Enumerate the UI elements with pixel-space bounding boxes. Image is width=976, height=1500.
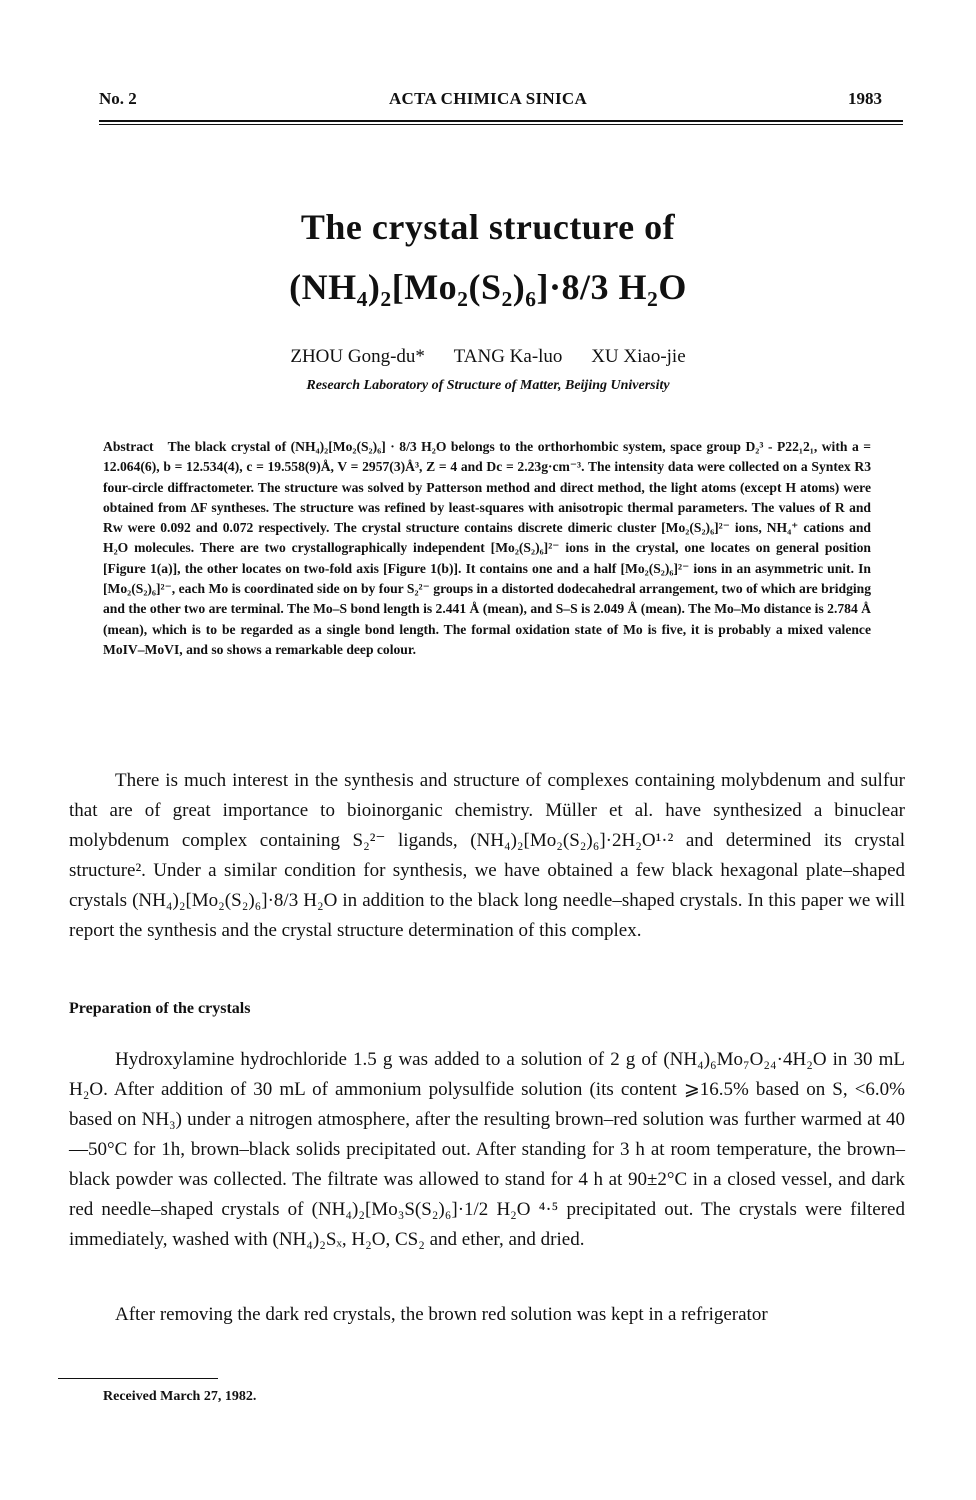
abstract-label: Abstract (103, 439, 154, 454)
abstract-text: The black crystal of (NH₄)₂[Mo₂(S₂)₆] · 8/3 H₂O belongs to the orthorhombic system, space group D₂³ - P22₁2₁, with a = 12.064(6), b = 12.534(4), c = 19.558(9)Å, V = 2957(3)Å³, Z = 4 and Dc = 2.23g·cm⁻³. The intensity data were collected on a Syntex R3 four-circle diffractometer. The structure was solved by Patterson method and direct method, the light atoms (except H atoms) were obtained from ΔF syntheses. The structure was refined by least-squares with anisotropic thermal parameters. The values of R and Rw were 0.092 and 0.072 respectively. The crystal structure contains discrete dimeric cluster [Mo₂(S₂)₆]²⁻ ions, NH₄⁺ cations and H₂O molecules. There are two crystallographically independent [Mo₂(S₂)₆]²⁻ ions in the crystal, one locates on general position [Figure 1(a)], the other locates on two-fold axis [Figure 1(b)]. It contains one and a half [Mo₂(S₂)₆]²⁻ ions in an asymmetric unit. In [Mo₂(S₂)₆]²⁻, each Mo is coordinated side on by four S₂²⁻ groups in a distorted dodecahedral arrangement, two of which are bridging and the other two are terminal. The Mo–S bond length is 2.441 Å (mean), and S–S is 2.049 Å (mean). The Mo–Mo distance is 2.784 Å (mean), which is to be regarded as a single bond length. The formal oxidation state of Mo is five, it is probably a mixed valence MoIV–MoVI, and so shows a remarkable deep colour. (103, 439, 871, 657)
header-rule-bottom (99, 124, 903, 125)
paper-title-line-2: (NH₄)₂[Mo₂(S₂)₆]·8/3 H₂O (289, 267, 687, 307)
abstract (103, 437, 871, 660)
intro-paragraph (69, 766, 905, 946)
paper-title-line-1: The crystal structure of (300, 207, 676, 247)
author-1: ZHOU Gong-du* (290, 346, 425, 367)
author-2: TANG Ka-luo (453, 346, 563, 367)
intro-text: There is much interest in the synthesis and structure of complexes containing molybdenum and sulfur that are of great importance to bioinorganic chemistry. Müller et al. have synthesized a binuclear molybdenum complex containing S₂²⁻ ligands, (NH₄)₂[Mo₂(S₂)₆]·2H₂O¹·² and determined its crystal structure². Under a similar condition for synthesis, we have obtained a few black hexagonal plate–shaped crystals (NH₄)₂[Mo₂(S₂)₆]·8/3 H₂O in addition to the black long needle–shaped crystals. In this paper we will report the synthesis and the crystal structure determination of this complex. (69, 770, 905, 941)
author-list (0, 346, 976, 368)
header-journal-title: ACTA CHIMICA SINICA (388, 89, 588, 108)
author-3: XU Xiao-jie (591, 346, 686, 367)
header-year: 1983 (848, 89, 882, 108)
preparation-paragraph-2 (69, 1300, 905, 1330)
header-rule-top (99, 120, 903, 122)
received-date-footnote: Received March 27, 1982. (103, 1389, 257, 1404)
section-heading-preparation: Preparation of the crystals (69, 1000, 251, 1017)
preparation-text-2: After removing the dark red crystals, the brown red solution was kept in a refrigerator (115, 1304, 768, 1325)
preparation-text-1: Hydroxylamine hydrochloride 1.5 g was added to a solution of 2 g of (NH₄)₆Mo₇O₂₄·4H₂O in 30 mL H₂O. After addition of 30 mL of ammonium polysulfide solution (its content ⩾16.5% based on S, <6.0% based on NH₃) under a nitrogen atmosphere, after the resulting brown–red solution was further warmed at 40—50°C for 1h, brown–black solids precipitated out. After standing for 3 h at room temperature, the brown–black powder was collected. The filtrate was allowed to stand for 4 h at 90±2°C in a closed vessel, and dark red needle–shaped crystals of (NH₄)₂[Mo₃S(S₂)₆]·1/2 H₂O ⁴·⁵ precipitated out. The crystals were filtered immediately, washed with (NH₄)₂Sₓ, H₂O, CS₂ and ether, and dried. (69, 1049, 905, 1250)
preparation-paragraph-1 (69, 1045, 905, 1255)
footnote-rule (58, 1378, 218, 1379)
header-journal-issue: No. 2 (99, 89, 137, 108)
affiliation: Research Laboratory of Structure of Matter, Beijing University (306, 378, 670, 393)
